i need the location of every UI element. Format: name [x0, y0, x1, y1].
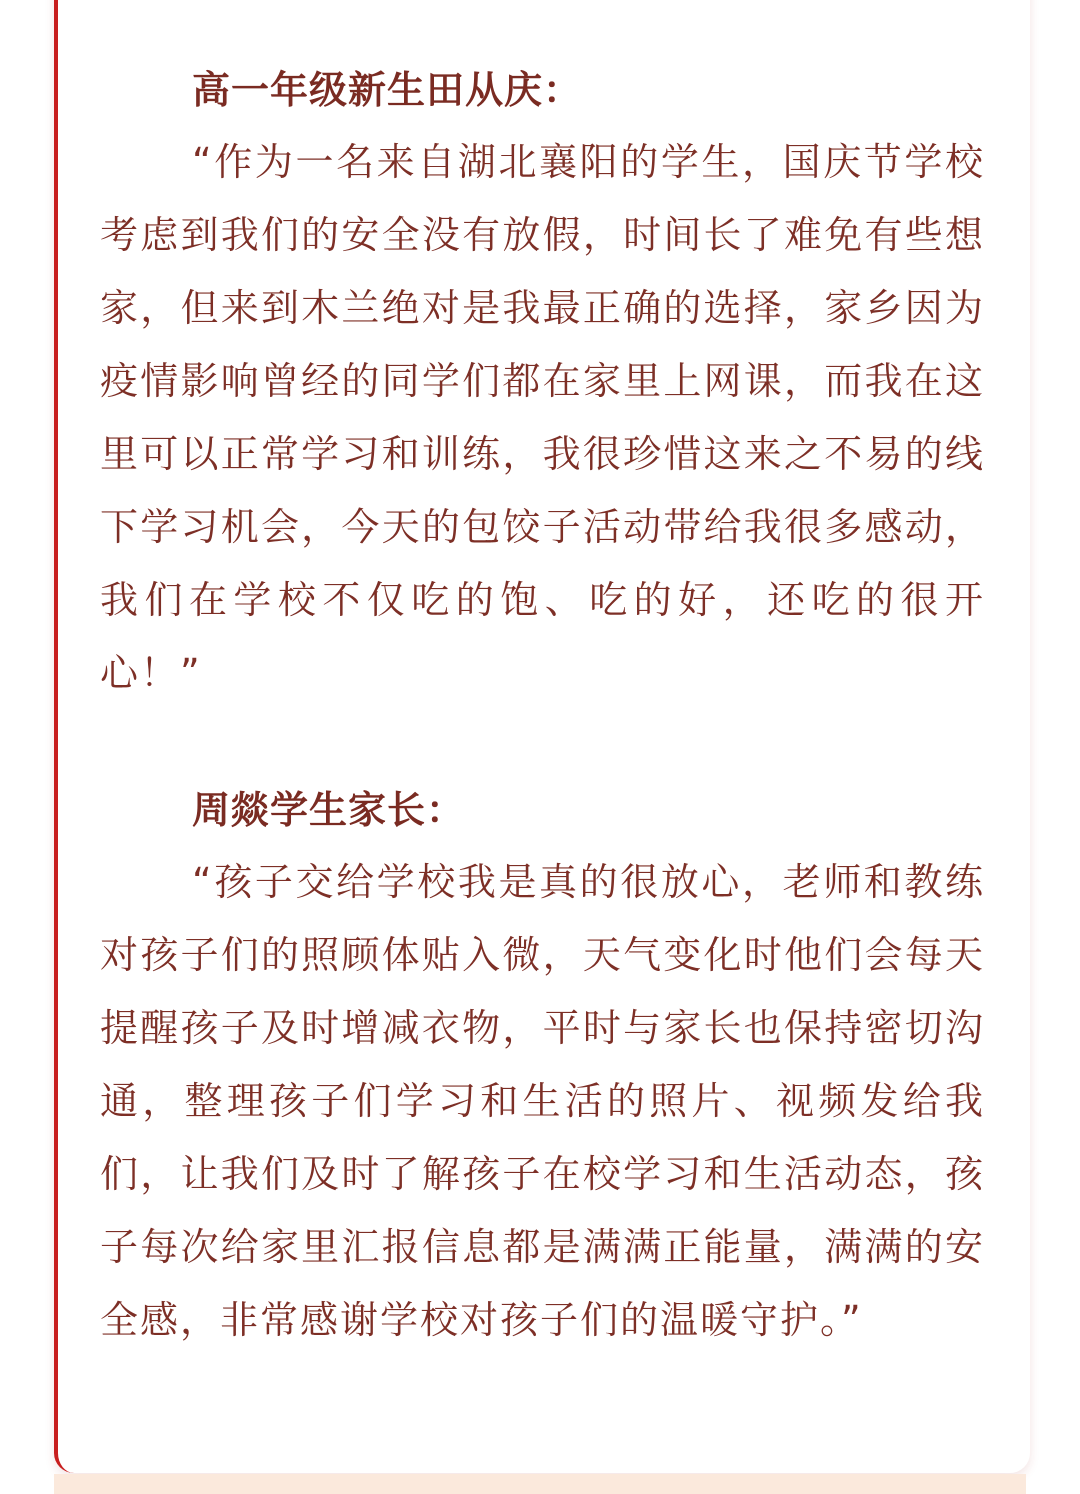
testimonial-student [100, 62, 985, 710]
testimonial-heading: 周燚学生家长： [192, 788, 466, 832]
testimonial-quote: “作为一名来自湖北襄阳的学生，国庆节学校考虑到我们的安全没有放假，时间长了难免有些想家，但来到木兰绝对是我最正确的选择，家乡因为疫情影响曾经的同学们都在家里上网课，而我在这里可以正常学习和训练，我很珍惜这来之不易的线下学习机会，今天的包饺子活动带给我很多感动，我们在学校不仅吃的饱、吃的好，还吃的很开心！” [100, 140, 985, 695]
testimonial-quote: “孩子交给学校我是真的很放心，老师和教练对孩子们的照顾体贴入微，天气变化时他们会每天提醒孩子及时增减衣物，平时与家长也保持密切沟通，整理孩子们学习和生活的照片、视频发给我们，让我们及时了解孩子在校学习和生活动态，孩子每次给家里汇报信息都是满满正能量，满满的安全感，非常感谢学校对孩子们的温暖守护。” [100, 860, 985, 1342]
testimonial-heading: 高一年级新生田从庆： [192, 68, 583, 112]
article-content [100, 62, 985, 1357]
card-footer-strip [54, 1474, 1026, 1494]
testimonial-parent [100, 782, 985, 1357]
